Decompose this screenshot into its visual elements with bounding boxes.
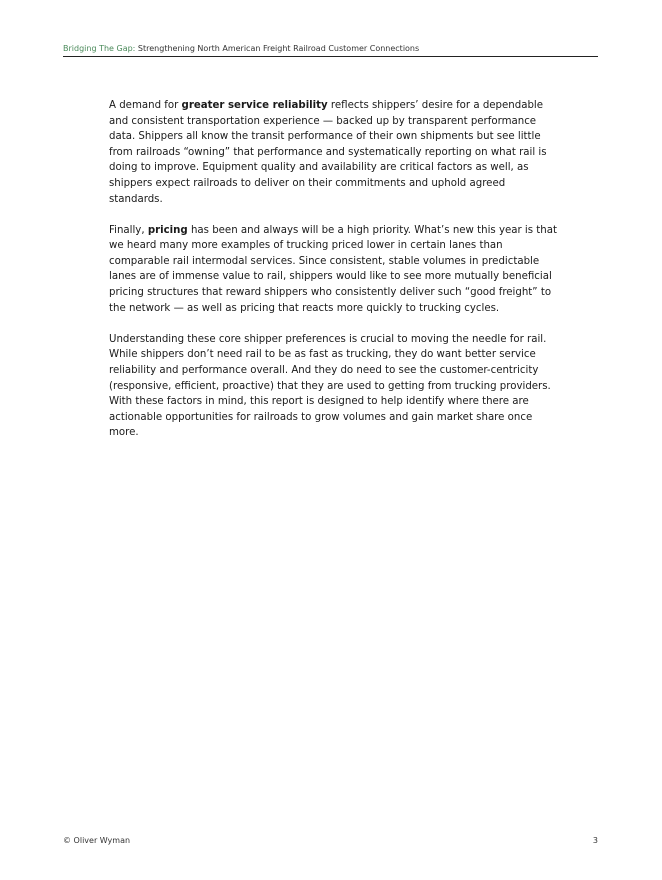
- header-series-label: Bridging The Gap:: [63, 44, 136, 53]
- emphasis-service-reliability: greater service reliability: [181, 100, 328, 111]
- paragraph-service-reliability: [109, 98, 559, 207]
- paragraph-pricing: [109, 223, 559, 317]
- paragraph-text: A demand for: [109, 100, 182, 111]
- paragraph-conclusion: Understanding these core shipper preferences is crucial to moving the needle for rail. While shippers don’t need rail to be as fast as trucking, they do want better service reliability and performance overall. And they do need to see the customer-centricity (responsive, efficient, proactive) that they are used to getting from trucking providers. With these factors in mind, this report is designed to help identify where there are actionable opportunities for railroads to grow volumes and gain market share once more.: [109, 333, 551, 439]
- paragraph-text: has been and always will be a high priority. What’s new this year is that we heard many more examples of trucking priced lower in certain lanes than comparable rail intermodal services. Since consistent, stable volumes in predictable lanes are of immense value to rail, shippers would like to see more mutually beneficial pricing structures that reward shippers who consistently deliver such “good freight” to the network — as well as pricing that reacts more quickly to trucking cycles.: [109, 224, 557, 314]
- header-document-title: Strengthening North American Freight Railroad Customer Connections: [137, 44, 420, 53]
- page-number: 3: [592, 836, 598, 845]
- paragraph-text: reflects shippers’ desire for a dependable and consistent transportation experience — backed up by transparent performance data. Shippers all know the transit performance of their own shipments but see little from railroads “owning” that performance and systematically reporting on what rail is doing to improve. Equipment quality and availability are critical factors as well, as shippers expect railroads to deliver on their commitments and uphold agreed standards.: [109, 100, 547, 205]
- emphasis-pricing: pricing: [147, 224, 188, 236]
- header-divider: [63, 56, 598, 57]
- paragraph-text: Finally,: [109, 224, 148, 236]
- footer-copyright: © Oliver Wyman: [63, 836, 131, 845]
- body-text: [109, 98, 559, 456]
- running-header: [63, 43, 598, 55]
